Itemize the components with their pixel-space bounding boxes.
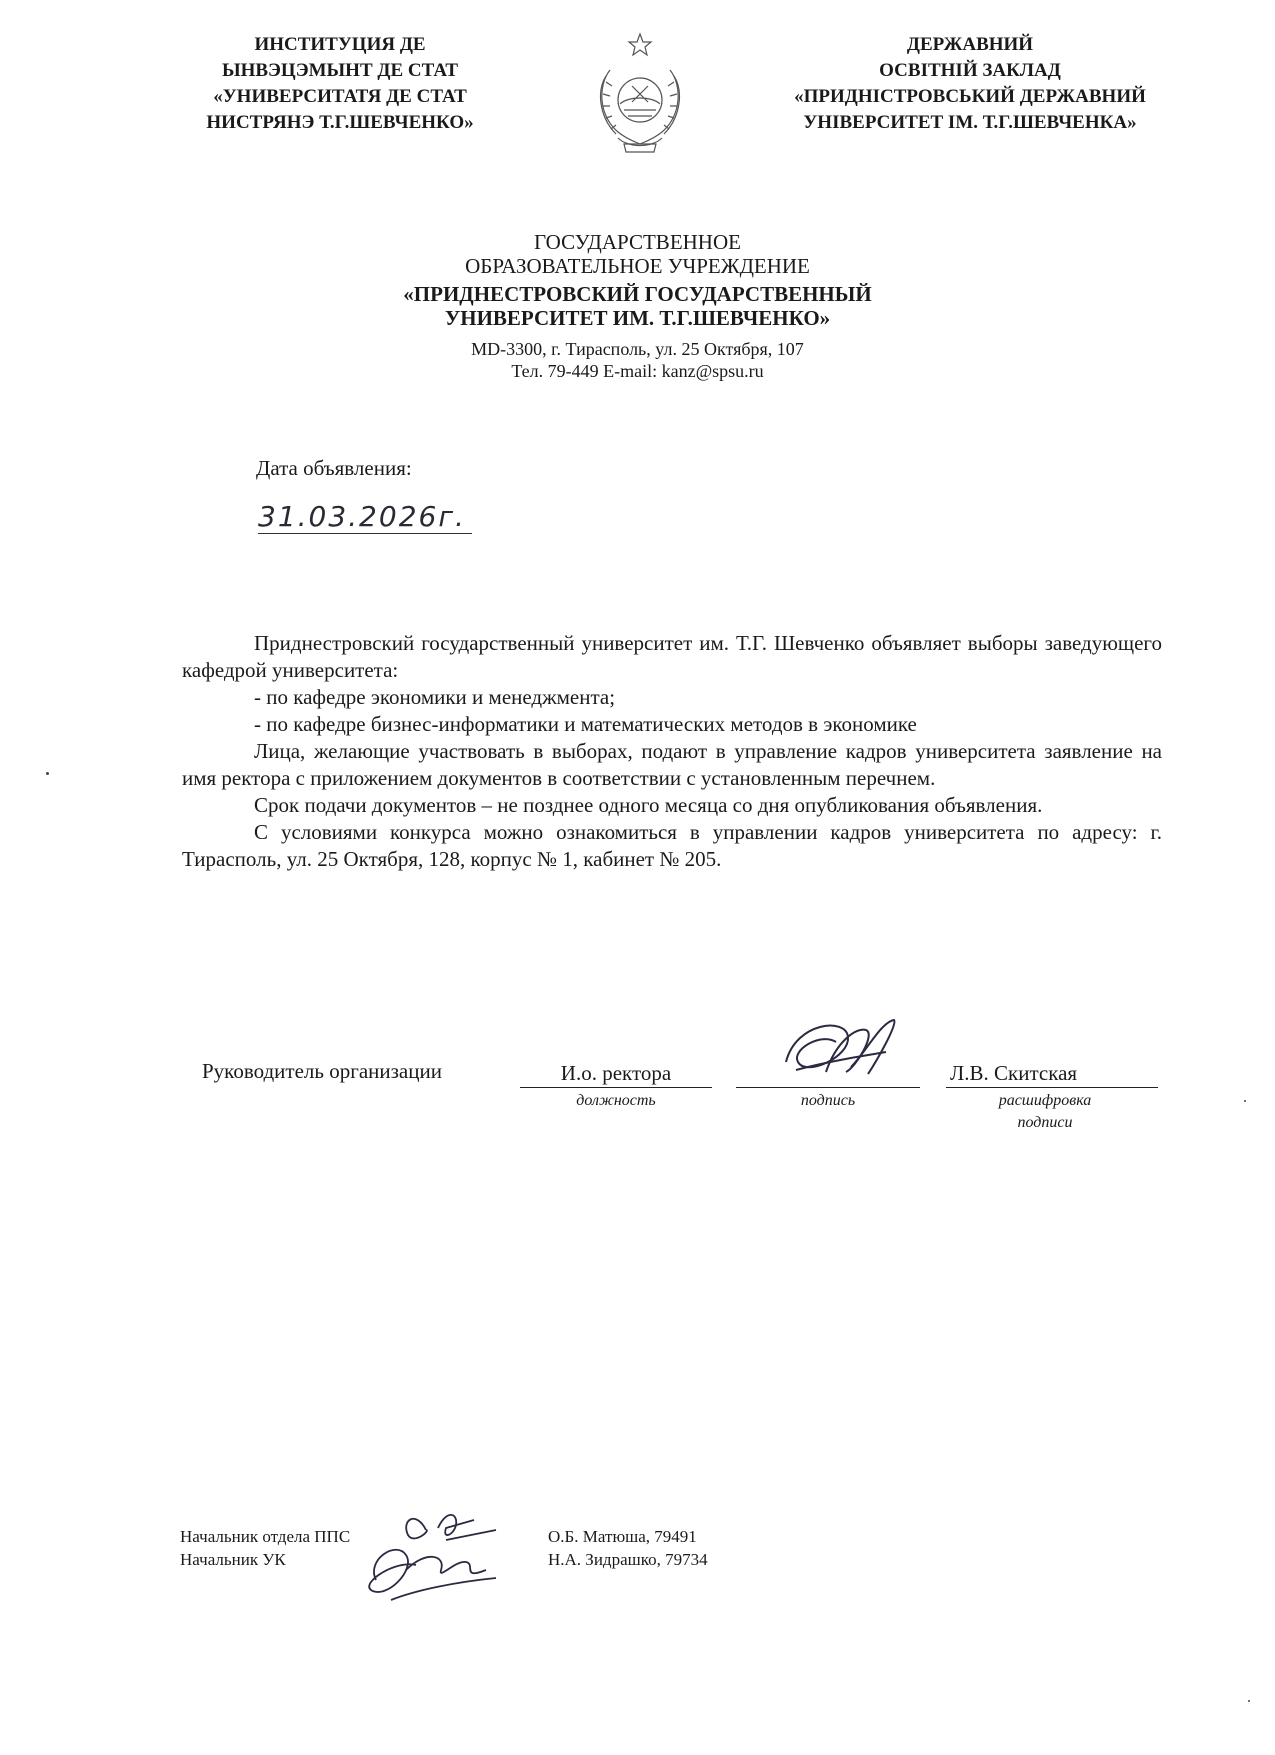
position-line [520, 1061, 712, 1088]
paragraph-deadline: Срок подачи документов – не позднее одного месяца со дня опубликования объявления. [254, 793, 1043, 817]
paragraph-conditions: С условиями конкурса можно ознакомиться в управлении кадров университета по адресу: г. Тирасполь, ул. 25 Октября, 128, корпус № 1, кабинет № 205. [182, 820, 1162, 871]
name-line [946, 1061, 1158, 1088]
header-left-line: ИНСТИТУЦИЯ ДЕ [254, 34, 426, 55]
institution-contacts: Тел. 79-449 E-mail: kanz@spsu.ru [511, 361, 764, 381]
institution-type-2: ОБРАЗОВАТЕЛЬНОЕ УЧРЕЖДЕНИЕ [465, 254, 810, 278]
date-value: 31.03.2026г. [258, 500, 472, 534]
caption-signature: подпись [800, 1092, 856, 1109]
position-value: И.о. ректора [560, 1061, 672, 1085]
institution-address: MD-3300, г. Тирасполь, ул. 25 Октября, 107 [471, 339, 804, 359]
caption-decoding: расшифровка подписи [998, 1092, 1092, 1131]
header-right-line: ОСВІТНІЙ ЗАКЛАД [879, 60, 1061, 81]
list-item-business-informatics: - по кафедре бизнес-информатики и математических методов в экономике [254, 712, 917, 736]
header-left-line: «УНИВЕРСИТАТЯ ДЕ СТАТ [213, 86, 467, 107]
signatory-name: Л.В. Скитская [950, 1061, 1078, 1085]
coat-of-arms-icon [588, 30, 692, 156]
scan-speck [1248, 1700, 1250, 1702]
date-label: Дата объявления: [256, 456, 412, 480]
footer-contact-matyusha: О.Б. Матюша, 79491 [548, 1527, 697, 1546]
caption-position: должность [576, 1092, 656, 1109]
list-item-economics: - по кафедре экономики и менеджмента; [254, 685, 616, 709]
footer-contacts [548, 1525, 708, 1571]
paragraph-intro: Приднестровский государственный университет им. Т.Г. Шевченко объявляет выборы заведующего кафедрой университета: [182, 631, 1162, 682]
footer-label-pps: Начальник отдела ППС [180, 1527, 351, 1546]
header-left-line: НИСТРЯНЭ Т.Г.ШЕВЧЕНКО» [206, 112, 474, 133]
scan-speck [1244, 1100, 1246, 1102]
institution-type: ГОСУДАРСТВЕННОЕ [534, 230, 741, 254]
footer-labels [180, 1525, 350, 1571]
institution-name-2: УНИВЕРСИТЕТ ИМ. Т.Г.ШЕВЧЕНКО» [444, 306, 831, 330]
institution-block [0, 230, 1275, 382]
header-right-line: УНІВЕРСИТЕТ ІМ. Т.Г.ШЕВЧЕНКА» [803, 112, 1137, 133]
header-right-line: «ПРИДНІСТРОВСЬКИЙ ДЕРЖАВНИЙ [794, 86, 1146, 107]
header-left [180, 32, 500, 136]
header-right-line: ДЕРЖАВНИЙ [906, 34, 1034, 55]
paragraph-applicants: Лица, желающие участвовать в выборах, подают в управление кадров университета заявление на имя ректора с приложением документов в соответствии с установленным перечнем. [182, 739, 1162, 790]
footer-label-uk: Начальник УК [180, 1550, 286, 1569]
announcement-body [182, 630, 1162, 873]
footer-contact-zidrashko: Н.А. Зидрашко, 79734 [548, 1550, 708, 1569]
header-right [760, 32, 1180, 136]
head-label: Руководитель организации [202, 1059, 442, 1083]
scan-speck [46, 772, 49, 775]
institution-name: «ПРИДНЕСТРОВСКИЙ ГОСУДАРСТВЕННЫЙ [403, 282, 872, 306]
rector-signature [776, 1012, 906, 1092]
header-left-line: ЫНВЭЦЭМЫНТ ДЕ СТАТ [221, 60, 459, 81]
footer-signatures [346, 1500, 526, 1620]
